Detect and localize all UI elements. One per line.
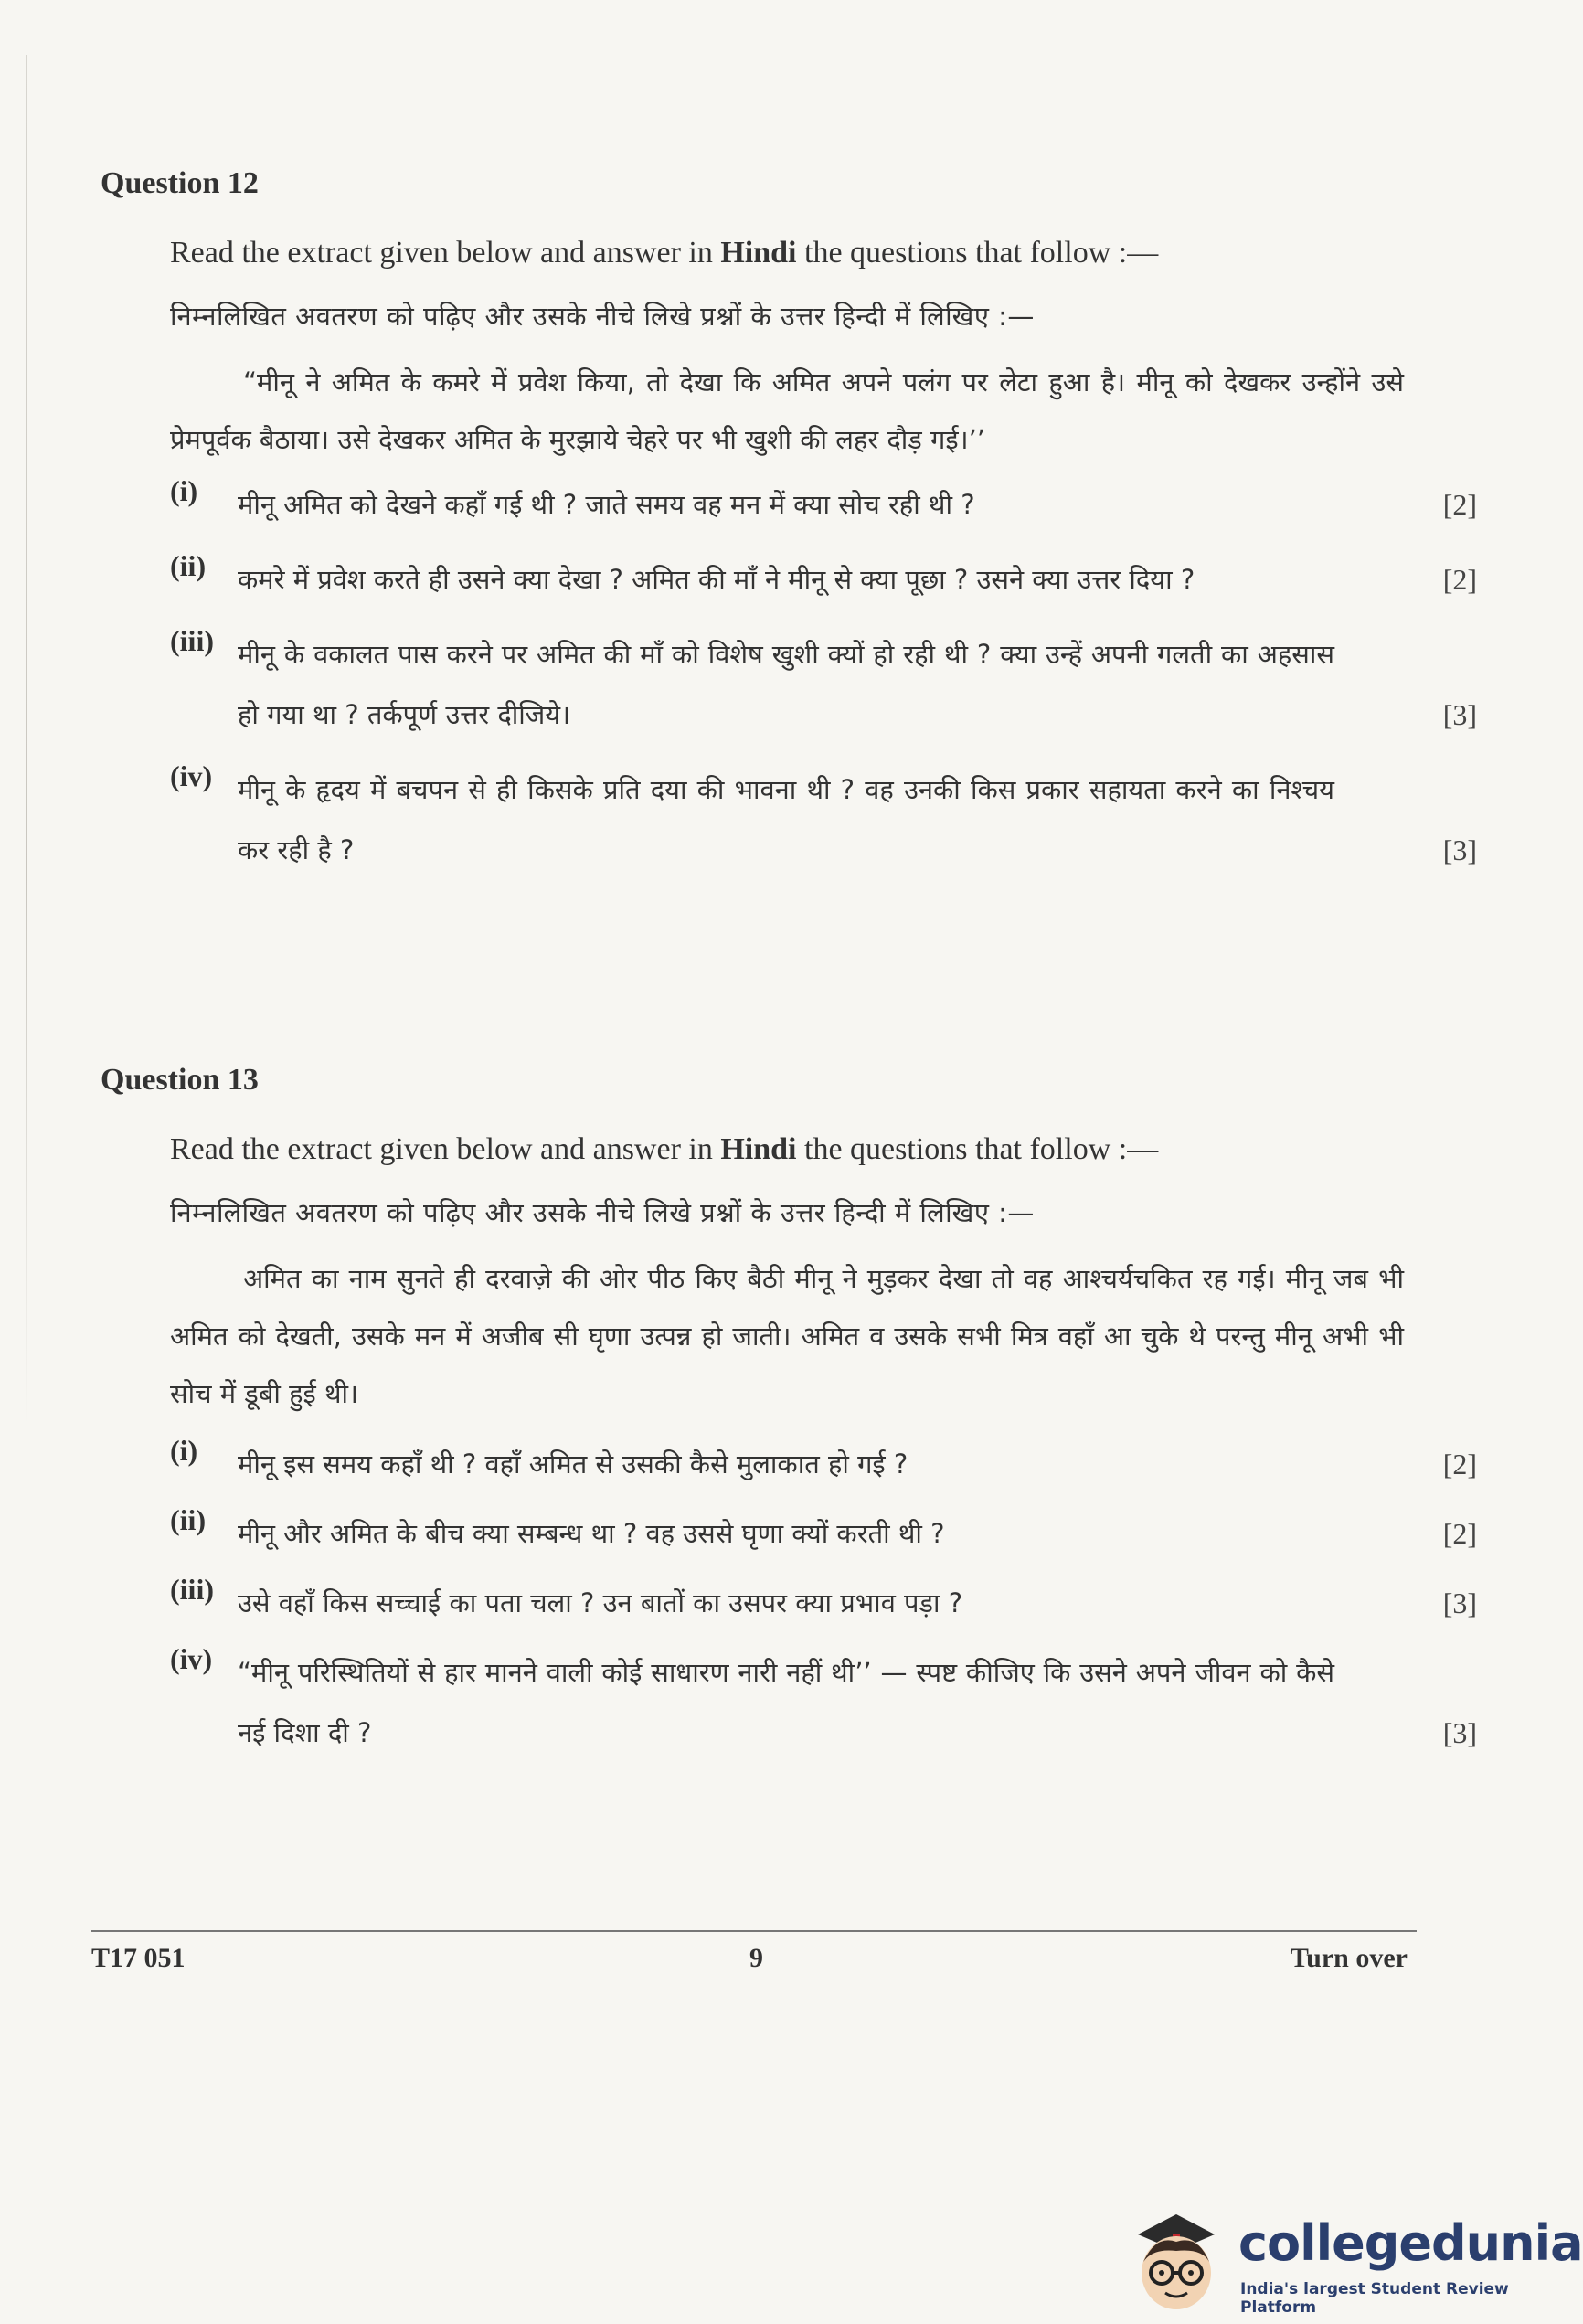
marks: [3] — [1442, 698, 1477, 731]
scan-edge — [26, 55, 27, 1426]
collegedunia-logo — [1120, 2198, 1583, 2317]
marks: [2] — [1442, 1448, 1477, 1480]
sub-question: (iv) “मीनू परिस्थितियों से हार मानने वाली कोई साधारण नारी नहीं थी’’ — स्पष्ट कीजिए कि उसने अपने जीवन को कैसे नई दिशा दी ? [3] — [170, 1642, 1477, 1763]
marks: [3] — [1442, 1586, 1477, 1619]
instruction-hindi: निम्नलिखित अवतरण को पढ़िए और उसके नीचे लिखे प्रश्नों के उत्तर हिन्दी में लिखिए :— — [170, 1197, 1035, 1228]
passage: “मीनू ने अमित के कमरे में प्रवेश किया, तो देखा कि अमित अपने पलंग पर लेटा हुआ है। मीनू को देखकर उन्होंने उसे प्रेमपूर्वक बैठाया। उसे देखकर अमित के मुरझाये चेहरे पर भी खुशी की लहर दौड़ गई।’’ — [170, 366, 1404, 455]
page-footer — [91, 1930, 1417, 1987]
turn-over-label: Turn over — [1290, 1943, 1408, 1973]
question-13 — [101, 1063, 1477, 1763]
logo-tagline: India's largest Student Review Platform — [1240, 2280, 1509, 2317]
marks: [2] — [1442, 488, 1477, 521]
logo-wordmark: collegedunia — [1238, 2214, 1583, 2272]
sub-question: (iii) मीनू के वकालत पास करने पर अमित की माँ को विशेष खुशी क्यों हो रही थी ? क्या उन्हें अपनी गलती का अहसास हो गया था ? तर्कपूर्ण उत्तर दीजिये। [3] — [170, 624, 1477, 745]
marks: [3] — [1442, 1716, 1477, 1749]
sub-question: (iii) उसे वहाँ किस सच्चाई का पता चला ? उन बातों का उसपर क्या प्रभाव पड़ा ? [3] — [170, 1573, 1477, 1633]
sub-question: (ii) कमरे में प्रवेश करते ही उसने क्या देखा ? अमित की माँ ने मीनू से क्या पूछा ? उसने क्या उत्तर दिया ? [2] — [170, 549, 1477, 610]
sub-question: (iv) मीनू के हृदय में बचपन से ही किसके प्रति दया की भावना थी ? वह उनकी किस प्रकार सहायता करने का निश्चय कर रही है ? [3] — [170, 759, 1477, 880]
marks: [2] — [1442, 563, 1477, 596]
question-heading: Question 12 — [101, 166, 259, 200]
page-number: 9 — [749, 1943, 763, 1973]
instruction-english: Read the extract given below and answer in Hindi the questions that follow :— — [170, 236, 1159, 270]
instruction-english: Read the extract given below and answer in Hindi the questions that follow :— — [170, 1132, 1159, 1166]
sub-question: (ii) मीनू और अमित के बीच क्या सम्बन्ध था ? वह उससे घृणा क्यों करती थी ? [2] — [170, 1503, 1477, 1564]
marks: [2] — [1442, 1517, 1477, 1550]
marks: [3] — [1442, 833, 1477, 866]
sub-question: (i) मीनू अमित को देखने कहाँ गई थी ? जाते समय वह मन में क्या सोच रही थी ? [2] — [170, 474, 1477, 535]
instruction-hindi: निम्नलिखित अवतरण को पढ़िए और उसके नीचे लिखे प्रश्नों के उत्तर हिन्दी में लिखिए :— — [170, 301, 1035, 332]
student-mascot-icon — [1120, 2198, 1234, 2317]
question-12 — [101, 166, 1477, 880]
sub-question: (i) मीनू इस समय कहाँ थी ? वहाँ अमित से उसकी कैसे मुलाकात हो गई ? [2] — [170, 1434, 1477, 1494]
question-heading: Question 13 — [101, 1063, 259, 1097]
paper-code: T17 051 — [91, 1943, 186, 1973]
passage: अमित का नाम सुनते ही दरवाज़े की ओर पीठ किए बैठी मीनू ने मुड़कर देखा तो वह आश्चर्यचकित रह गई। मीनू जब भी अमित को देखती, उसके मन में अजीब सी घृणा उत्पन्न हो जाती। अमित व उसके सभी मित्र वहाँ आ चुके थे परन्तु मीनू अभी भी सोच में डूबी हुई थी। — [170, 1263, 1404, 1409]
